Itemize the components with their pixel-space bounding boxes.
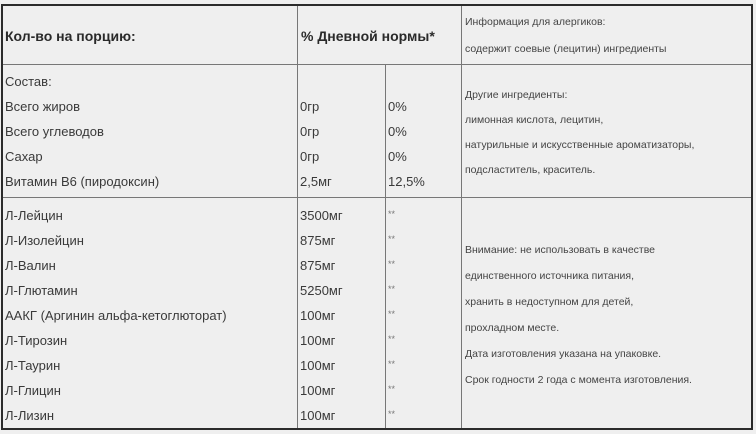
column-divider-2 (385, 64, 386, 428)
amino-row-amount: 100мг (300, 408, 336, 423)
manufacture-date-note: Дата изготовления указана на упаковке. (465, 348, 662, 360)
amino-row-amount: 875мг (300, 233, 336, 248)
other-ingredients-line: натурильные и искусственные ароматизаторы, (465, 139, 695, 151)
composition-row-name: Витамин В6 (пиродоксин) (5, 174, 160, 189)
amino-row-amount: 875мг (300, 258, 336, 273)
amino-row-name: Л-Глицин (5, 383, 61, 398)
composition-row-dv: 0% (388, 149, 407, 164)
composition-row-name: Всего жиров (5, 99, 81, 114)
amino-row-amount: 5250мг (300, 283, 343, 298)
amino-row-name: Л-Лизин (5, 408, 55, 423)
amino-row-name: Л-Тирозин (5, 333, 68, 348)
composition-row-dv: 12,5% (388, 174, 425, 189)
row-divider-header (3, 64, 751, 65)
column-divider-1 (297, 6, 298, 428)
row-divider-section (3, 197, 751, 198)
composition-label: Состав: (5, 74, 52, 89)
header-daily-value: % Дневной нормы* (301, 28, 435, 44)
amino-row-dv: ** (388, 409, 396, 419)
amino-row-amount: 100мг (300, 383, 336, 398)
warning-line: хранить в недоступном для детей, (465, 296, 634, 308)
composition-row-amount: 0гр (300, 149, 320, 164)
amino-row-amount: 100мг (300, 358, 336, 373)
amino-row-name: Л-Глютамин (5, 283, 78, 298)
amino-row-dv: ** (388, 209, 396, 219)
composition-row-name: Сахар (5, 149, 43, 164)
other-ingredients-line: лимонная кислота, лецитин, (465, 114, 604, 126)
shelf-life-note: Срок годности 2 года с момента изготовления. (465, 374, 692, 386)
warning-line: Внимание: не использовать в качестве (465, 244, 656, 256)
amino-row-dv: ** (388, 309, 396, 319)
allergy-title: Информация для алергиков: (465, 16, 606, 28)
amino-row-name: Л-Валин (5, 258, 56, 273)
other-ingredients-line: подсластитель, краситель. (465, 164, 596, 176)
amino-row-dv: ** (388, 234, 396, 244)
other-ingredients-title: Другие ингредиенты: (465, 89, 568, 101)
amino-row-name: Л-Таурин (5, 358, 61, 373)
allergy-text: содержит соевые (лецитин) ингредиенты (465, 43, 667, 55)
amino-row-dv: ** (388, 384, 396, 394)
amino-row-name: Л-Лейцин (5, 208, 63, 223)
nutrition-table (1, 4, 753, 430)
amino-row-dv: ** (388, 259, 396, 269)
amino-row-amount: 100мг (300, 333, 336, 348)
composition-row-dv: 0% (388, 99, 407, 114)
composition-row-amount: 0гр (300, 99, 320, 114)
header-serving-size: Кол-во на порцию: (5, 28, 136, 44)
amino-row-dv: ** (388, 334, 396, 344)
amino-row-amount: 100мг (300, 308, 336, 323)
amino-row-name: ААКГ (Аргинин альфа-кетоглюторат) (5, 308, 227, 323)
amino-row-amount: 3500мг (300, 208, 343, 223)
warning-line: прохладном месте. (465, 322, 560, 334)
composition-row-amount: 0гр (300, 124, 320, 139)
composition-row-dv: 0% (388, 124, 407, 139)
warning-line: единственного источника питания, (465, 270, 635, 282)
composition-row-amount: 2,5мг (300, 174, 332, 189)
column-divider-3 (461, 6, 462, 428)
composition-row-name: Всего углеводов (5, 124, 104, 139)
amino-row-dv: ** (388, 284, 396, 294)
amino-row-name: Л-Изолейцин (5, 233, 84, 248)
amino-row-dv: ** (388, 359, 396, 369)
